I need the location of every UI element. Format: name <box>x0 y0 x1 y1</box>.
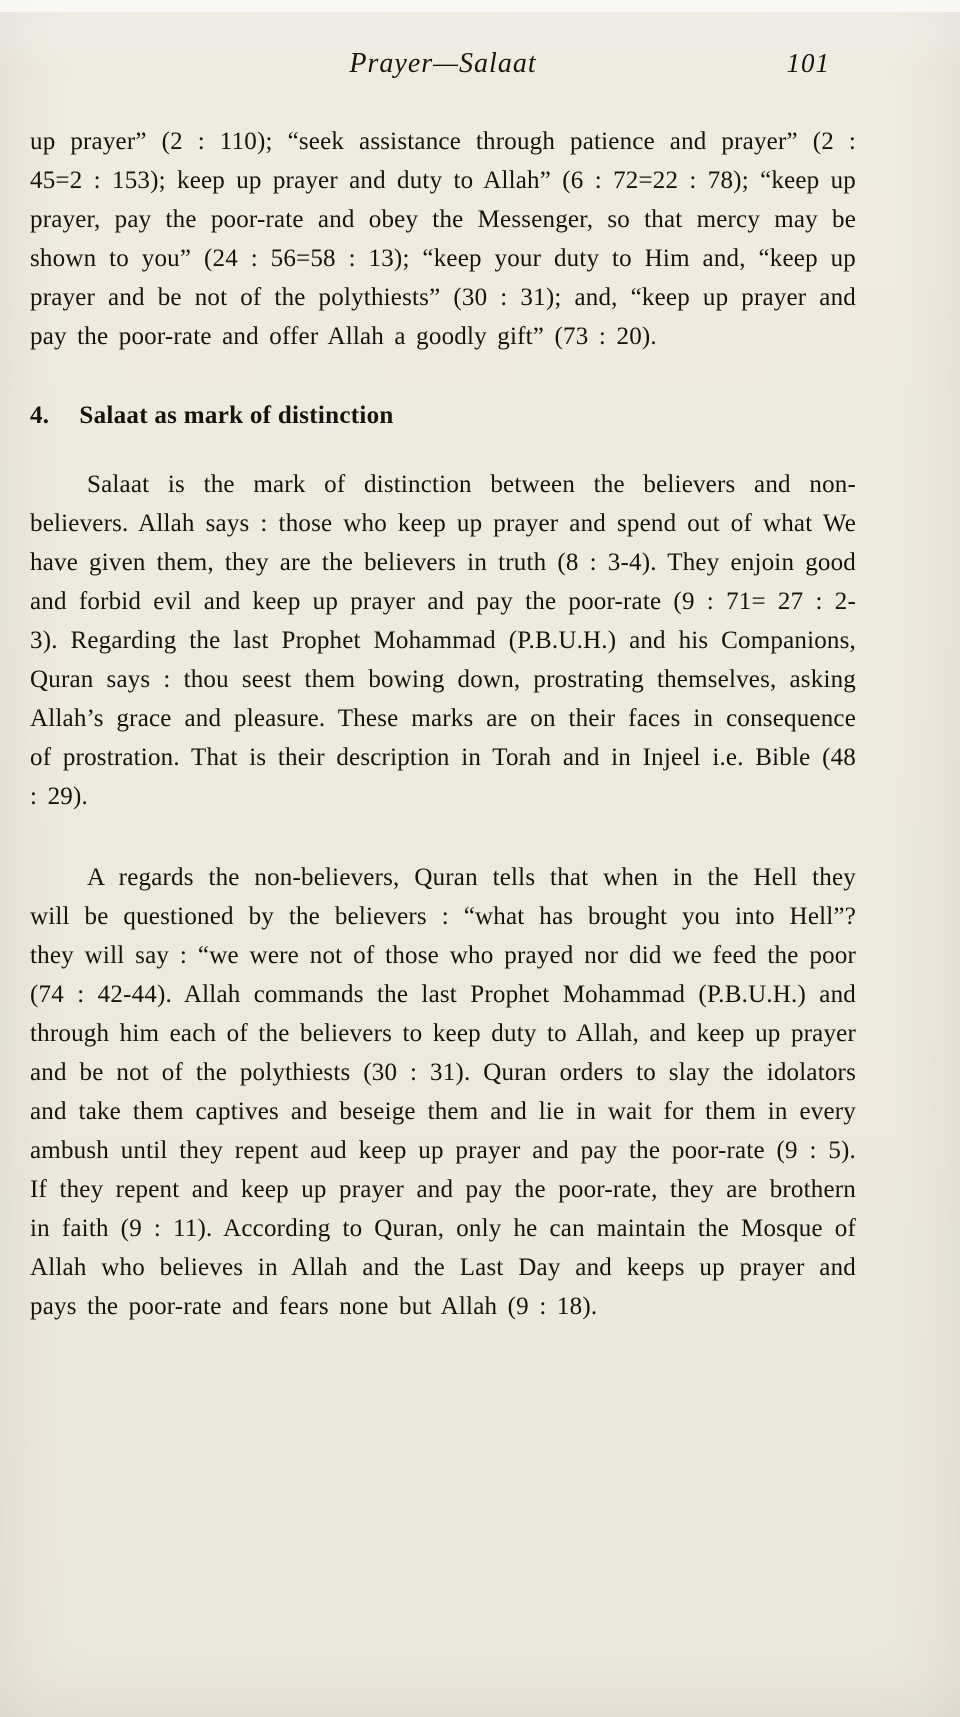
page-body <box>30 122 856 1326</box>
section-number: 4. <box>30 402 50 429</box>
page-header <box>30 48 856 88</box>
page-number: 101 <box>786 48 830 78</box>
running-title: Prayer—Salaat <box>349 48 537 79</box>
body-paragraph: Salaat is the mark of distinction between the believers and non-believers. Allah says : those who keep up prayer and spend out of what We have given them, they are the believers in truth (8 : 3-4). They enjoin good and forbid evil and keep up prayer and pay the poor-rate (9 : 71= 27 : 2-3). Regarding the last Prophet Mohammad (P.B.U.H.) and his Companions, Quran says : thou seest them bowing down, prostrating themselves, asking Allah’s grace and pleasure. These marks are on their faces in consequence of prostration. That is their description in Torah and in Injeel i.e. Bible (48 : 29). <box>30 471 856 810</box>
body-paragraph: A regards the non-believers, Quran tells that when in the Hell they will be questioned by the believers : “what has brought you into Hell”? they will say : “we were not of those who prayed nor did we feed the poor (74 : 42-44). Allah commands the last Prophet Mohammad (P.B.U.H.) and through him each of the believers to keep duty to Allah, and keep up prayer and be not of the polythiests (30 : 31). Quran orders to slay the idolators and take them captives and beseige them and lie in wait for them in every ambush until they repent aud keep up prayer and pay the poor-rate (9 : 5). If they repent and keep up prayer and pay the poor-rate, they are brothern in faith (9 : 11). According to Quran, only he can maintain the Mosque of Allah who believes in Allah and the Last Day and keeps up prayer and pays the poor-rate and fears none but Allah (9 : 18). <box>30 864 856 1320</box>
continuation-paragraph: up prayer” (2 : 110); “seek assistance through patience and prayer” (2 : 45=2 : 153); keep up prayer and duty to Allah” (6 : 72=22 : 78); “keep up prayer, pay the poor-rate and obey the Messenger, so that mercy may be shown to you” (24 : 56=58 : 13); “keep your duty to Him and, “keep up prayer and be not of the polythiests” (30 : 31); and, “keep up prayer and pay the poor-rate and offer Allah a goodly gift” (73 : 20). <box>30 128 856 350</box>
section-heading <box>30 396 856 435</box>
section-title: Salaat as mark of distinction <box>79 402 394 429</box>
